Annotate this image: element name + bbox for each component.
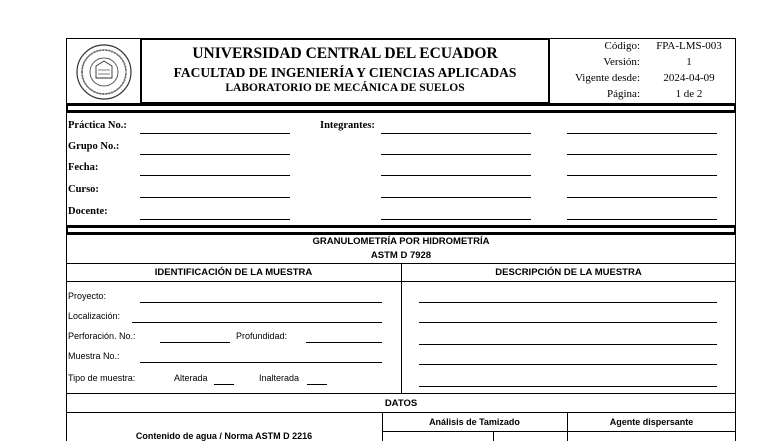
members-field-3a[interactable] [381, 175, 531, 176]
ident-bottom-divider [66, 393, 736, 394]
info-separator [66, 226, 736, 234]
section-norm: ASTM D 7928 [370, 250, 432, 261]
desc-line-2[interactable] [419, 322, 717, 323]
location-field[interactable] [132, 322, 382, 323]
meta-version-label: Versión: [603, 56, 640, 68]
location-label: Localización: [68, 311, 121, 321]
sample-label: Muestra No.: [68, 351, 120, 361]
data-title-divider [66, 412, 736, 413]
desc-line-4[interactable] [419, 364, 717, 365]
members-field-5a[interactable] [381, 219, 531, 220]
section-title: GRANULOMETRÍA POR HIDROMETRÍA [312, 236, 490, 247]
members-field-4a[interactable] [381, 197, 531, 198]
members-field-2a[interactable] [381, 154, 531, 155]
members-field-2b[interactable] [567, 154, 717, 155]
ident-header-divider [66, 281, 736, 282]
ident-desc-divider [401, 263, 402, 393]
teacher-label: Docente: [68, 206, 108, 217]
members-field-5b[interactable] [567, 219, 717, 220]
members-label: Integrantes: [320, 120, 375, 131]
meta-page-label: Página: [607, 88, 640, 100]
desc-title: DESCRIPCIÓN DE LA MUESTRA [495, 267, 642, 278]
teacher-field[interactable] [140, 219, 290, 220]
drilling-label: Perforación. No.: [68, 331, 136, 341]
desc-line-1[interactable] [419, 302, 717, 303]
header-separator [66, 104, 736, 112]
meta-code-value: FPA-LMS-003 [656, 40, 722, 52]
dispersant-title: Agente dispersante [609, 417, 694, 427]
disturbed-label: Alterada [174, 373, 208, 383]
date-label: Fecha: [68, 162, 99, 173]
date-field[interactable] [140, 175, 290, 176]
ident-title: IDENTIFICACIÓN DE LA MUESTRA [154, 267, 313, 278]
water-content-title: Contenido de agua / Norma ASTM D 2216 [135, 431, 313, 441]
info-block [66, 112, 736, 226]
data-col-divider-3 [493, 431, 494, 441]
sieve-analysis-title: Análisis de Tamizado [429, 417, 520, 427]
data-title: DATOS [384, 398, 418, 409]
sample-field[interactable] [140, 362, 382, 363]
header-university: UNIVERSIDAD CENTRAL DEL ECUADOR [192, 45, 498, 62]
header-faculty: FACULTAD DE INGENIERÍA Y CIENCIAS APLICADAS [173, 65, 517, 80]
undisturbed-label: Inalterada [259, 373, 300, 383]
data-subheader-divider [382, 431, 736, 432]
members-field-3b[interactable] [567, 175, 717, 176]
group-field[interactable] [140, 154, 290, 155]
desc-line-3[interactable] [419, 344, 717, 345]
meta-valid-label: Vigente desde: [574, 72, 640, 84]
depth-label: Profundidad: [236, 331, 288, 341]
members-field-4b[interactable] [567, 197, 717, 198]
course-field[interactable] [140, 197, 290, 198]
course-label: Curso: [68, 184, 99, 195]
desc-line-5[interactable] [419, 386, 717, 387]
depth-field[interactable] [306, 342, 382, 343]
members-field-1b[interactable] [567, 133, 717, 134]
meta-valid-value: 2024-04-09 [663, 72, 715, 84]
sample-type-label: Tipo de muestra: [68, 373, 136, 383]
undisturbed-field[interactable] [307, 384, 327, 385]
practice-field[interactable] [140, 133, 290, 134]
project-label: Proyecto: [68, 291, 107, 301]
meta-code-label: Código: [604, 40, 640, 52]
project-field[interactable] [140, 302, 382, 303]
header-laboratory: LABORATORIO DE MECÁNICA DE SUELOS [225, 82, 465, 94]
university-seal-icon [72, 42, 136, 102]
meta-version-value: 1 [686, 56, 692, 68]
disturbed-field[interactable] [214, 384, 234, 385]
group-label: Grupo No.: [68, 141, 120, 152]
practice-label: Práctica No.: [68, 120, 127, 131]
members-field-1a[interactable] [381, 133, 531, 134]
meta-page-value: 1 de 2 [675, 88, 703, 100]
drilling-field[interactable] [160, 342, 230, 343]
